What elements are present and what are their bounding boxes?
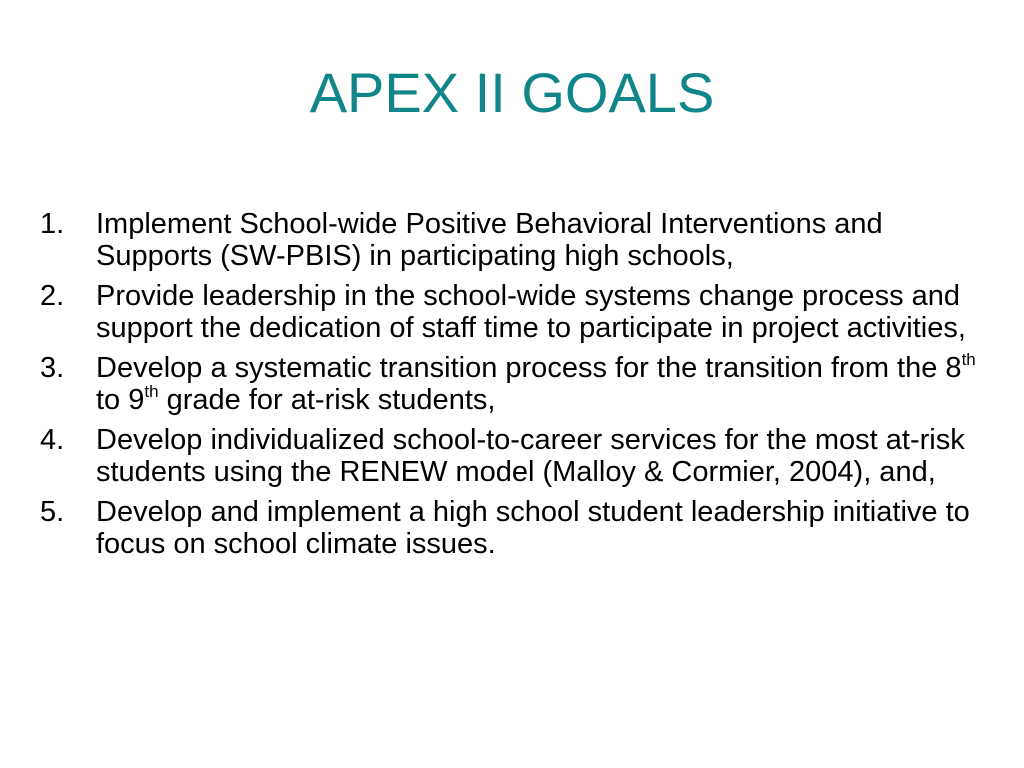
- list-item-number: 4.: [40, 424, 65, 456]
- list-item-text-part: to 9: [96, 384, 145, 416]
- list-item-text: [96, 352, 1000, 416]
- superscript: th: [144, 382, 159, 402]
- list-item-text: Develop individualized school-to-career services for the most at-risk students using the RENEW model (Malloy & Cormier, 2004), and,: [96, 424, 965, 488]
- list-item-number: 5.: [40, 496, 65, 528]
- list-item-number: 1.: [40, 208, 65, 240]
- list-item: [40, 424, 1000, 488]
- list-item-text-part: grade for at-risk students,: [158, 384, 496, 416]
- list-item-text: Develop and implement a high school student leadership initiative to focus on school climate issues.: [96, 496, 970, 560]
- list-item-number: 3.: [40, 352, 65, 384]
- list-item-number: 2.: [40, 280, 65, 312]
- list-item-text: Implement School-wide Positive Behavioral Interventions and Supports (SW-PBIS) in participating high schools,: [96, 208, 883, 272]
- list-item: [40, 208, 1000, 272]
- superscript: th: [961, 350, 976, 370]
- list-item: [40, 496, 1000, 560]
- slide-title: APEX II GOALS: [309, 61, 715, 124]
- list-item: [40, 280, 1000, 344]
- goals-list: [40, 208, 1000, 568]
- list-item-text: Provide leadership in the school-wide systems change process and support the dedication of staff time to participate in project activities,: [96, 280, 966, 344]
- list-item: [40, 352, 1000, 416]
- list-item-text-part: Develop a systematic transition process for the transition from the 8: [96, 352, 962, 384]
